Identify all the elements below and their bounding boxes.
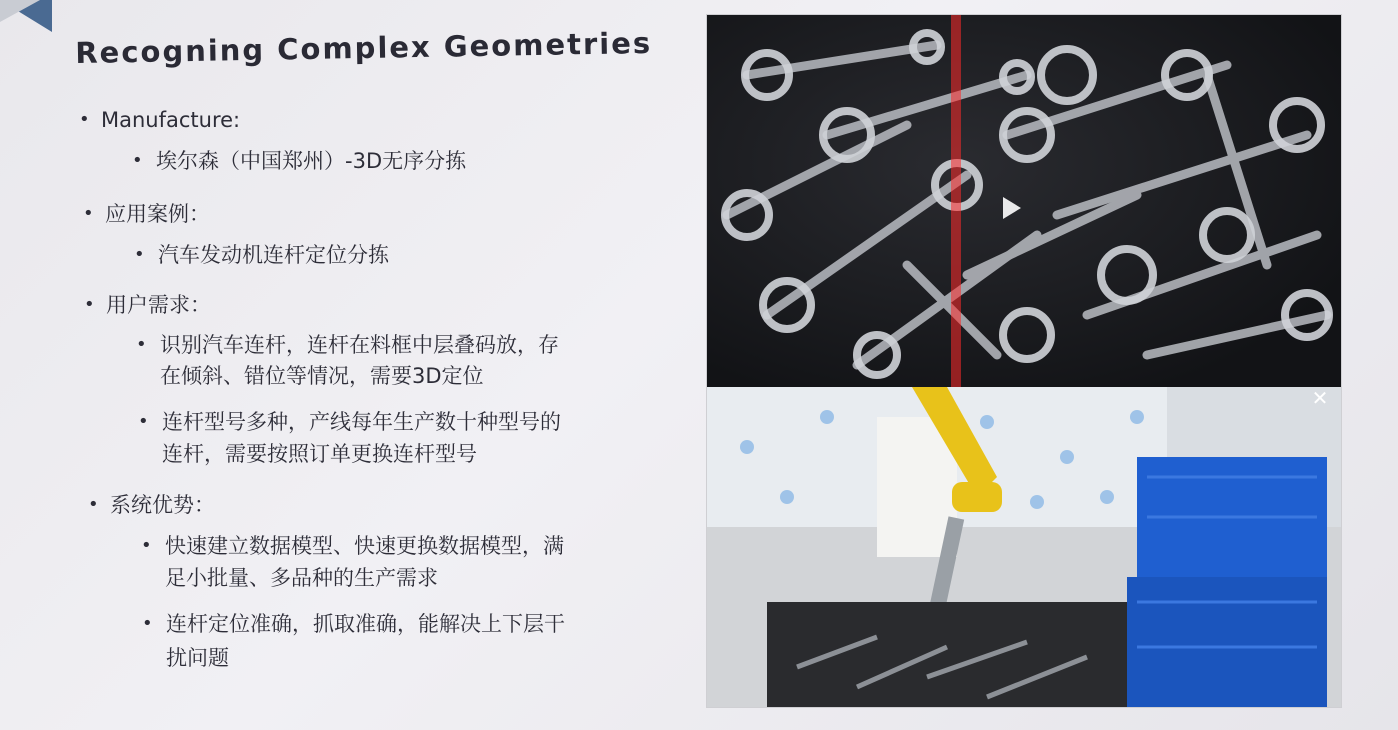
bullet-needs-1-cont: 在倾斜、错位等情况，需要3D定位 [160, 364, 484, 388]
slide-title: Recogning Complex Geometries [75, 25, 653, 70]
bullet-manufacturer-name: • 埃尔森（中国郑州）-3D无序分拣 [132, 149, 467, 173]
bullet-user-needs: • 用户需求： [84, 293, 211, 317]
bullet-manufacture: • Manufacture: [79, 108, 241, 132]
bullet-application-detail: • 汽车发动机连杆定位分拣 [134, 243, 389, 267]
bullet-application: • 应用案例： [83, 202, 210, 226]
bullet-needs-2: • 连杆型号多种，产线每年生产数十种型号的 [138, 410, 561, 434]
robot-cell-illustration [707, 387, 1341, 707]
bullet-adv-2-cont: 扰问题 [166, 646, 229, 670]
video-player[interactable] [706, 14, 1342, 708]
play-icon[interactable] [1003, 197, 1021, 219]
laser-line [951, 15, 961, 387]
close-icon[interactable]: ✕ [1311, 386, 1329, 410]
bullet-adv-1: • 快速建立数据模型、快速更换数据模型，满 [141, 534, 564, 558]
connecting-rods-illustration [707, 15, 1341, 387]
bullet-needs-2-cont: 连杆，需要按照订单更换连杆型号 [162, 442, 477, 466]
bullet-adv-1-cont: 足小批量、多品种的生产需求 [165, 566, 438, 590]
robot-picking-image [707, 387, 1341, 707]
bullet-adv-2: • 连杆定位准确，抓取准确，能解决上下层干 [142, 612, 565, 636]
connecting-rods-image [707, 15, 1341, 387]
bullet-advantages: • 系统优势： [88, 493, 215, 517]
corner-decoration [0, 0, 52, 32]
bullet-needs-1: • 识别汽车连杆，连杆在料框中层叠码放，存 [136, 333, 559, 357]
